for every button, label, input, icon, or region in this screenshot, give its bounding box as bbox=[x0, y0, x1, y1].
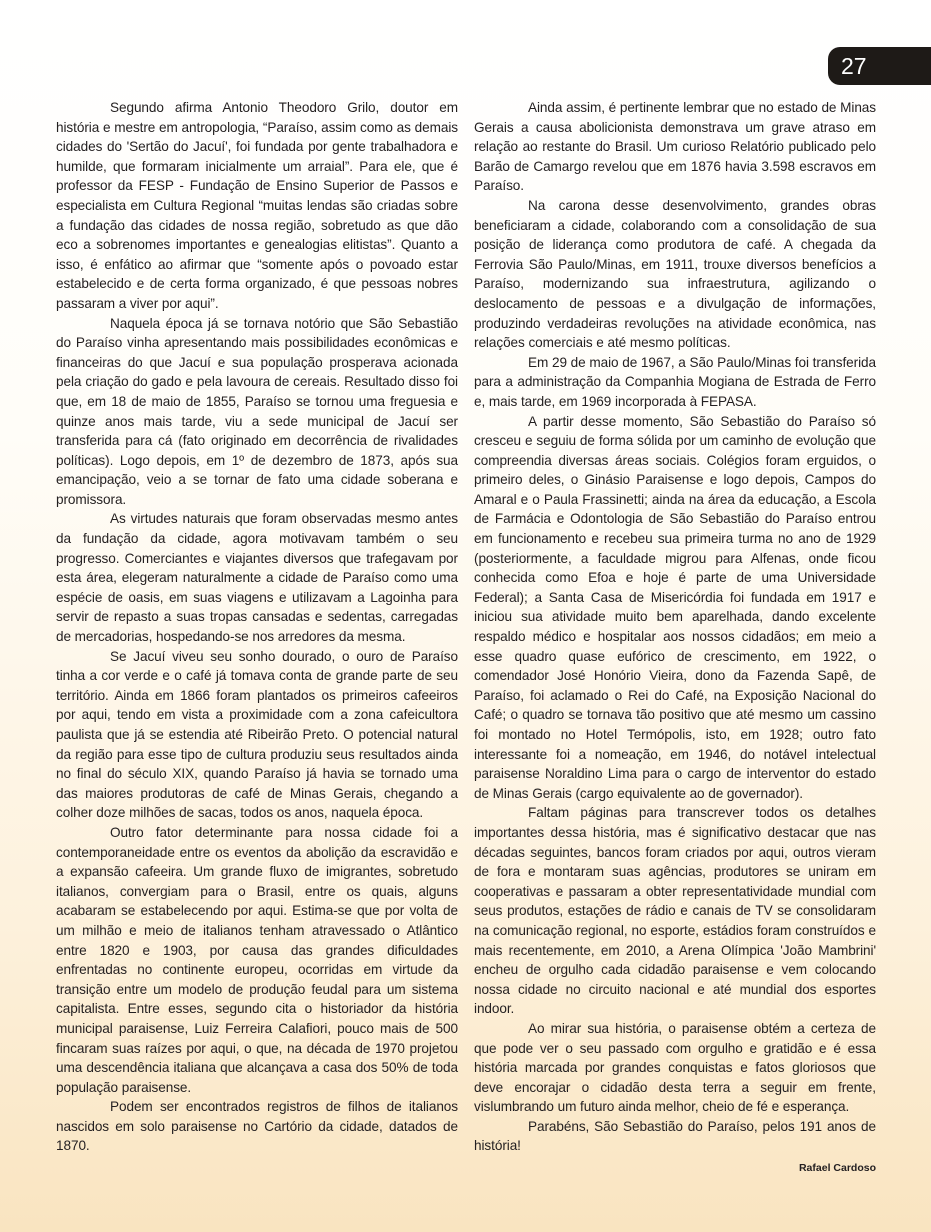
paragraph: Na carona desse desenvolvimento, grandes obras beneficiaram a cidade, colaborando com a consolidação de sua posição de liderança como produtora de café. A chegada da Ferrovia São Paulo/Minas, em 1911, trouxe diversos benefícios a Paraíso, modernizando sua infraestrutura, agilizando o deslocamento de pessoas e a divulgação de informações, produzindo verdadeiras revoluções na atividade econômica, nas relações comerciais e até mesmo políticas. bbox=[474, 197, 876, 351]
page-number: 27 bbox=[841, 53, 867, 79]
paragraph: Naquela época já se tornava notório que São Sebastião do Paraíso vinha apresentando mais possibilidades econômicas e financeiras do que Jacuí e sua população prosperava acionada pela criação do gado e pela lavoura de cereais. Resultado disso foi que, em 18 de maio de 1855, Paraíso se tornou uma freguesia e quinze anos mais tarde, viu a sede municipal de Jacuí ser transferida para cá (fato originado em decorrência de rivalidades políticas). Logo depois, em 1º de dezembro de 1873, após sua emancipação, veio a se tornar de fato uma cidade soberana e promissora. bbox=[56, 315, 458, 507]
paragraph: Faltam páginas para transcrever todos os detalhes importantes dessa história, mas é significativo destacar que nas décadas seguintes, bancos foram criados por aqui, outros vieram de fora e montaram suas agências, produtores se uniram em cooperativas e passaram a obter representatividade mundial com seus produtos, estações de rádio e canais de TV se consolidaram na comunicação regional, no esporte, estádios foram construídos e mais recentemente, em 2010, a Arena Olímpica 'João Mambrini' encheu de orgulho cada cidadão paraisense e vem colocando nossa cidade no circuito nacional e até mundial dos esportes indoor. bbox=[474, 805, 876, 1017]
left-column bbox=[56, 98, 458, 1156]
author-signature: Rafael Cardoso bbox=[798, 1162, 876, 1174]
paragraph: Ao mirar sua história, o paraisense obtém a certeza de que pode ver o seu passado com orgulho e gratidão e é essa história marcada por grandes conquistas e fatos gloriosos que deve encorajar o cidadão desta terra a seguir em frente, vislumbrando um futuro ainda melhor, cheio de fé e esperança. bbox=[474, 1020, 876, 1115]
paragraph: Ainda assim, é pertinente lembrar que no estado de Minas Gerais a causa abolicionista demonstrava um grave atraso em relação ao restante do Brasil. Um curioso Relatório publicado pelo Barão de Camargo revelou que em 1876 havia 3.598 escravos em Paraíso. bbox=[474, 100, 876, 194]
paragraph: Se Jacuí viveu seu sonho dourado, o ouro de Paraíso tinha a cor verde e o café já tomava conta de grande parte de seu território. Ainda em 1866 foram plantados os primeiros cafeeiros por aqui, tendo em vista a proximidade com a zona cafeicultora paulista que já se estendia até Ribeirão Preto. O potencial natural da região para esse tipo de cultura produziu seus resultados ainda no final do século XIX, quando Paraíso já havia se tornado uma das maiores produtoras de café de Minas Gerais, chegando a colher doze milhões de sacas, todos os anos, naquela época. bbox=[56, 648, 458, 821]
paragraph: Segundo afirma Antonio Theodoro Grilo, doutor em história e mestre em antropologia, “Paraíso, assim como as demais cidades do 'Sertão do Jacuí', foi fundada por gente trabalhadora e humilde, que formaram inicialmente um arraial”. Para ele, que é professor da FESP - Fundação de Ensino Superior de Passos e especialista em Cultura Regional “muitas lendas são criadas sobre a fundação das cidades de nossa região, sobretudo as que dão eco a sobrenomes importantes e genealogias elitistas”. Quanto a isso, é enfático ao afirmar que “somente após o povoado estar estabelecido e de certa forma organizado, é que pessoas nobres passaram a viver por aqui”. bbox=[56, 100, 458, 311]
paragraph: Em 29 de maio de 1967, a São Paulo/Minas foi transferida para a administração da Companhia Mogiana de Estrada de Ferro e, mais tarde, em 1969 incorporada à FEPASA. bbox=[474, 354, 876, 409]
paragraph: Parabéns, São Sebastião do Paraíso, pelos 191 anos de história! bbox=[474, 1118, 876, 1154]
page-number-badge bbox=[828, 47, 931, 85]
paragraph: As virtudes naturais que foram observadas mesmo antes da fundação da cidade, agora motivavam também o seu progresso. Comerciantes e viajantes diversos que trafegavam por esta área, elegeram naturalmente a cidade de Paraíso como uma espécie de oasis, em suas viagens e utilizavam a Lagoinha para servir de repasto a suas tropas cansadas e sedentas, carregadas de mercadorias, hospedando-se nos arredores da mesma. bbox=[56, 511, 458, 645]
paragraph: A partir desse momento, São Sebastião do Paraíso só cresceu e seguiu de forma sólida por um caminho de evolução que compreendia diversas áreas sociais. Colégios foram erguidos, o primeiro deles, o Ginásio Paraisense e logo depois, Campos do Amaral e o Paula Frassinetti; ainda na área da educação, a Escola de Farmácia e Odontologia de São Sebastião do Paraíso entrou em funcionamento e recebeu sua primeira turma no ano de 1929 (posteriormente, a faculdade migrou para Alfenas, onde ficou conhecida como Efoa e hoje é parte de uma Universidade Federal); a Santa Casa de Misericórdia foi fundada em 1917 e iniciou sua atividade muito bem aparelhada, dando excelente respaldo médico e hospitalar aos nossos cidadãos; em meio a esse quadro quase eufórico de crescimento, em 1922, o comendador José Honório Vieira, dono da Fazenda Sapê, de Paraíso, foi aclamado o Rei do Café, na Exposição Nacional do Café; o quadro se tornava tão positivo que até mesmo um cassino foi montado no Hotel Termópolis, isto, em 1928; outro fato interessante foi a nomeação, em 1946, do notável intelectual paraisense Noraldino Lima para o cargo de interventor do estado de Minas Gerais (cargo equivalente ao de governador). bbox=[474, 413, 876, 801]
paragraph: Podem ser encontrados registros de filhos de italianos nascidos em solo paraisense no Cartório da cidade, datados de 1870. bbox=[56, 1099, 458, 1154]
right-column bbox=[474, 98, 876, 1156]
paragraph: Outro fator determinante para nossa cidade foi a contemporaneidade entre os eventos da abolição da escravidão e a expansão cafeeira. Um grande fluxo de imigrantes, sobretudo italianos, convergiam para o Brasil, entre os quais, alguns acabaram se estabelecendo por aqui. Estima-se que por volta de um milhão e meio de italianos tenham atravessado o Atlântico entre 1820 e 1903, por causa das grandes dificuldades enfrentadas no continente europeu, ocorridas em virtude da transição entre um modelo de produção feudal para um sistema capitalista. Entre esses, segundo cita o historiador da história municipal paraisense, Luiz Ferreira Calafiori, pouco mais de 500 fincaram suas raízes por aqui, o que, na década de 1970 projetou uma descendência italiana que alcançava a casa dos 50% de toda população paraisense. bbox=[56, 824, 458, 1095]
